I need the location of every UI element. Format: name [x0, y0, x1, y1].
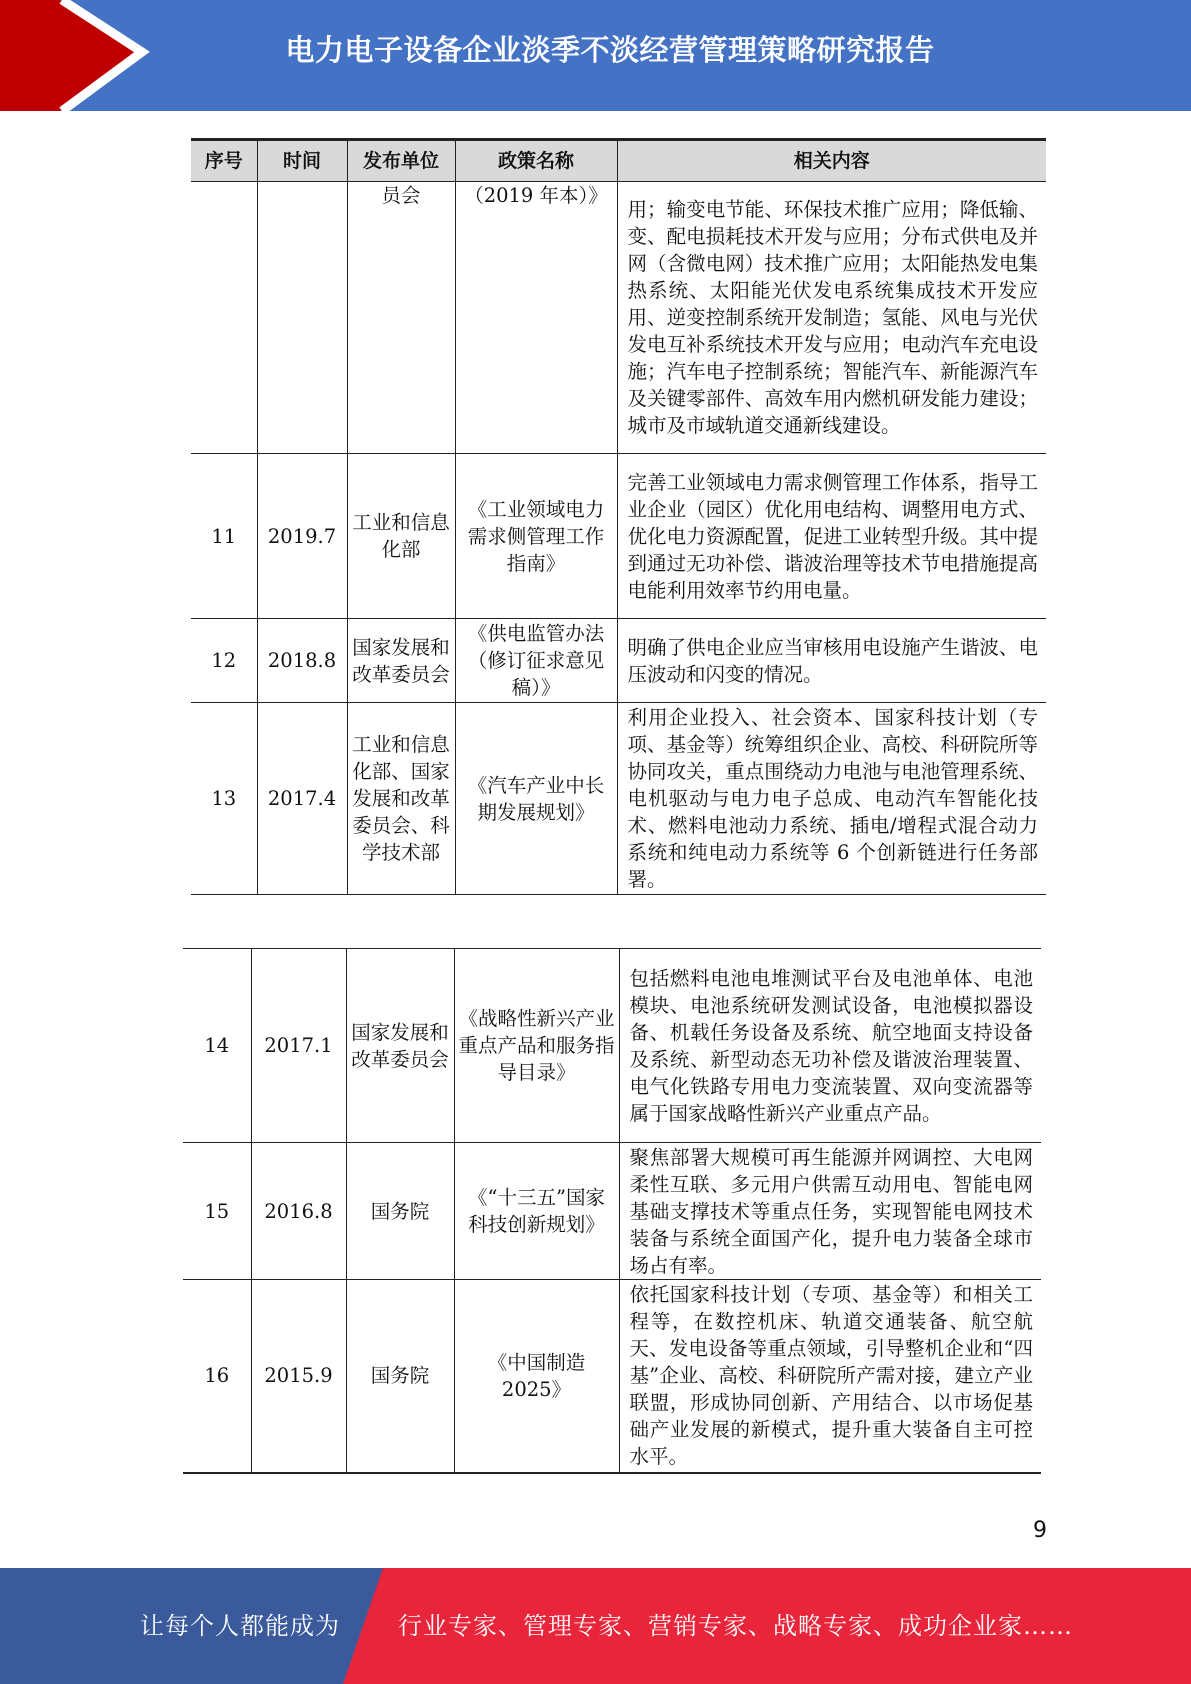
- cell-content: 明确了供电企业应当审核用电设施产生谐波、电压波动和闪变的情况。: [617, 619, 1046, 703]
- cell-policy: 《工业领域电力需求侧管理工作指南》: [455, 454, 617, 619]
- cell-date: 2019.7: [257, 454, 347, 619]
- table-row: [183, 949, 1041, 1143]
- table-row: [191, 619, 1046, 703]
- cell-date: 2017.4: [257, 703, 347, 895]
- page-number: 9: [1033, 1518, 1047, 1543]
- cell-publisher: 员会: [347, 182, 455, 454]
- cell-no: 13: [191, 703, 257, 895]
- table-row: [191, 454, 1046, 619]
- cell-policy: （2019 年本）》: [455, 182, 617, 454]
- table-row: [183, 1143, 1041, 1280]
- table-row: [191, 703, 1046, 895]
- cell-policy: 《汽车产业中长期发展规划》: [455, 703, 617, 895]
- col-header-content: 相关内容: [617, 140, 1046, 182]
- table-row: [191, 182, 1046, 454]
- footer-banner: [0, 1568, 1191, 1684]
- cell-no: 15: [183, 1143, 251, 1280]
- policy-table-part2: [183, 948, 1041, 1474]
- col-header-policy: 政策名称: [455, 140, 617, 182]
- cell-date: 2015.9: [251, 1280, 346, 1473]
- cell-date: 2018.8: [257, 619, 347, 703]
- cell-no: 16: [183, 1280, 251, 1473]
- cell-no: 14: [183, 949, 251, 1143]
- cell-publisher: 工业和信息化部: [347, 454, 455, 619]
- cell-content: 完善工业领域电力需求侧管理工作体系，指导工业企业（园区）优化用电结构、调整用电方式、优化电力资源配置，促进工业转型升级。其中提到通过无功补偿、谐波治理等技术节电措施提高电能利用效率节约用电量。: [617, 454, 1046, 619]
- cell-publisher: 国家发展和改革委员会: [347, 619, 455, 703]
- col-header-date: 时间: [257, 140, 347, 182]
- cell-date: 2017.1: [251, 949, 346, 1143]
- cell-no: [191, 182, 257, 454]
- report-title: 电力电子设备企业淡季不淡经营管理策略研究报告: [285, 33, 935, 67]
- cell-publisher: 工业和信息化部、国家发展和改革委员会、科学技术部: [347, 703, 455, 895]
- cell-date: [257, 182, 347, 454]
- footer-slogan-right: 行业专家、管理专家、营销专家、战略专家、成功企业家……: [398, 1612, 1073, 1640]
- policy-table-part1: [191, 138, 1046, 895]
- footer-slogan-left: 让每个人都能成为: [140, 1612, 340, 1640]
- col-header-publisher: 发布单位: [347, 140, 455, 182]
- cell-policy: 《“十三五”国家科技创新规划》: [454, 1143, 619, 1280]
- cell-no: 11: [191, 454, 257, 619]
- cell-publisher: 国务院: [346, 1280, 454, 1473]
- cell-date: 2016.8: [251, 1143, 346, 1280]
- cell-no: 12: [191, 619, 257, 703]
- table-row: [183, 1280, 1041, 1473]
- cell-content: 利用企业投入、社会资本、国家科技计划（专项、基金等）统筹组织企业、高校、科研院所等协同攻关，重点围绕动力电池与电池管理系统、电机驱动与电力电子总成、电动汽车智能化技术、燃料电池动力系统、插电/增程式混合动力系统和纯电动力系统等 6 个创新链进行任务部署。: [617, 703, 1046, 895]
- table-header-row: [191, 140, 1046, 182]
- col-header-no: 序号: [191, 140, 257, 182]
- header-red-chevron: [0, 0, 150, 111]
- cell-content: 用；输变电节能、环保技术推广应用；降低输、变、配电损耗技术开发与应用；分布式供电及并网（含微电网）技术推广应用；太阳能热发电集热系统、太阳能光伏发电系统集成技术开发应用、逆变控制系统开发制造；氢能、风电与光伏发电互补系统技术开发与应用；电动汽车充电设施；汽车电子控制系统；智能汽车、新能源汽车及关键零部件、高效车用内燃机研发能力建设；城市及市域轨道交通新线建设。: [617, 182, 1046, 454]
- cell-policy: 《供电监管办法（修订征求意见稿）》: [455, 619, 617, 703]
- cell-publisher: 国务院: [346, 1143, 454, 1280]
- cell-publisher: 国家发展和改革委员会: [346, 949, 454, 1143]
- cell-content: 依托国家科技计划（专项、基金等）和相关工程等，在数控机床、轨道交通装备、航空航天、发电设备等重点领域，引导整机企业和“四基”企业、高校、科研院所产需对接，建立产业联盟，形成协同创新、产用结合、以市场促基础产业发展的新模式，提升重大装备自主可控水平。: [619, 1280, 1041, 1473]
- cell-content: 聚焦部署大规模可再生能源并网调控、大电网柔性互联、多元用户供需互动用电、智能电网基础支撑技术等重点任务，实现智能电网技术装备与系统全面国产化，提升电力装备全球市场占有率。: [619, 1143, 1041, 1280]
- cell-policy: 《中国制造 2025》: [454, 1280, 619, 1473]
- cell-content: 包括燃料电池电堆测试平台及电池单体、电池模块、电池系统研发测试设备，电池模拟器设备、机载任务设备及系统、航空地面支持设备及系统、新型动态无功补偿及谐波治理装置、电气化铁路专用电力变流装置、双向变流器等属于国家战略性新兴产业重点产品。: [619, 949, 1041, 1143]
- cell-policy: 《战略性新兴产业重点产品和服务指导目录》: [454, 949, 619, 1143]
- header-banner: [0, 0, 1191, 111]
